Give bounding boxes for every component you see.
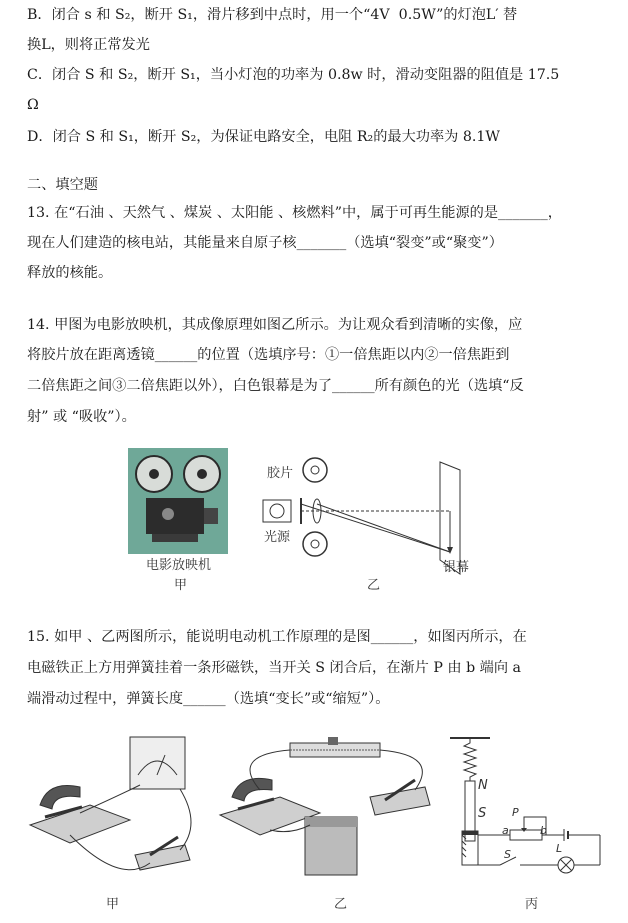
option-b-line-1: B．闭合 s 和 S₂，断开 S₁，滑片移到中点时，用一个“4V 0.5W”的灯泡L′ 替 [27,7,518,23]
rheostat-b-label: b [540,824,547,837]
question-15-line-2: 电磁铁正上方用弹簧挂着一条形磁铁，当开关 S 闭合后，在渐片 P 由 b 端向 a [27,660,522,676]
lamp-l-label: L [556,842,563,855]
option-b-line-2: 换L，则将正常发光 [27,37,150,53]
figure-15-yi-label: 乙 [334,897,348,912]
question-13-line-3: 释放的核能。 [27,265,113,281]
question-14-line-1: 14. 甲图为电影放映机，其成像原理如图乙所示。为让观众看到清晰的实像，应 [27,317,523,333]
projector-photo [128,448,228,554]
projector-label: 电影放映机 [146,558,212,573]
film-label: 胶片 [267,466,294,481]
figure-15-jia-diagram [20,735,205,885]
screen-label: 银幕 [443,560,470,575]
section-heading: 二、填空题 [27,177,98,193]
figure-15-bing-diagram [450,735,610,885]
light-source-label: 光源 [264,530,291,545]
figure-15-yi-diagram [210,735,445,885]
figure-14-jia-label: 甲 [174,578,188,593]
question-13-line-1: 13. 在“石油 、天然气 、煤炭 、太阳能 、核燃料”中，属于可再生能源的是_______， [27,205,562,221]
magnet-n-label: N [478,778,488,793]
switch-s-label: S [504,848,511,861]
option-d-line: D．闭合 S 和 S₁，断开 S₂，为保证电路安全，电阻 R₂的最大功率为 8.1W [27,129,500,145]
option-c-line-2: Ω [27,97,39,113]
figure-15-jia-label: 甲 [106,897,120,912]
question-14-line-3: 二倍焦距之间③二倍焦距以外），白色银幕是为了______所有颜色的光（选填“反 [27,378,524,394]
magnet-s-label: S [478,806,487,821]
question-13-line-2: 现在人们建造的核电站，其能量来自原子核_______（选填“裂变”或“聚变”） [27,235,503,251]
question-15-line-1: 15. 如甲 、乙两图所示，能说明电动机工作原理的是图______，如图丙所示，在 [27,629,527,645]
question-14-line-4: 射” 或 “吸收”）。 [27,409,136,425]
question-15-line-3: 端滑动过程中，弹簧长度______（选填“变长”或“缩短”）。 [27,691,390,707]
rheostat-a-label: a [502,824,509,837]
slider-p-label: P [512,806,519,819]
question-14-line-2: 将胶片放在距离透镜______的位置（选填序号：①一倍焦距以内②一倍焦距到 [27,347,510,363]
figure-14-yi-label: 乙 [367,578,381,593]
option-c-line-1: C．闭合 S 和 S₂，断开 S₁，当小灯泡的功率为 0.8w 时，滑动变阻器的阻值是 17.5 [27,67,560,83]
figure-15-bing-label: 丙 [525,897,539,912]
